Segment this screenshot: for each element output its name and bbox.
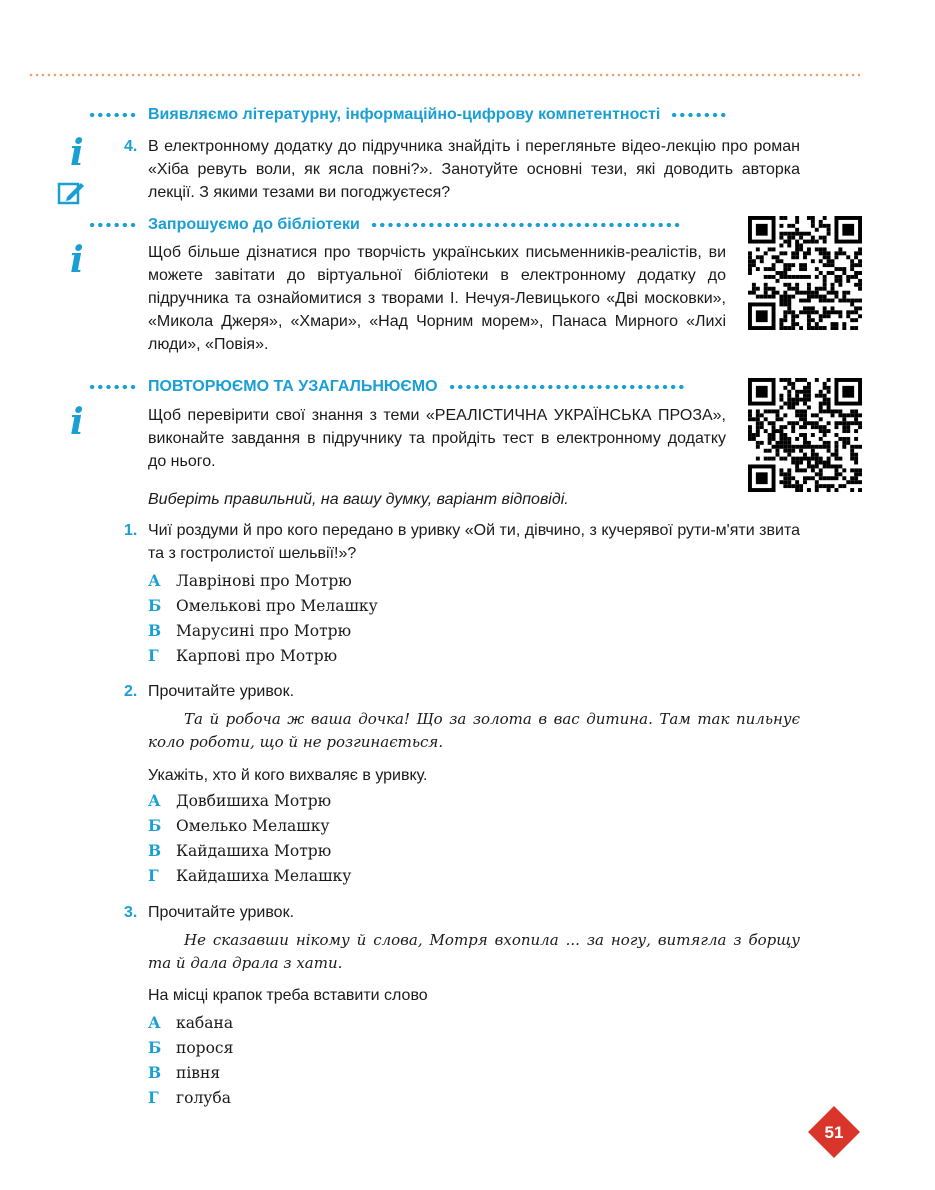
answer-option[interactable]: Г Карпові про Мотрю (148, 646, 338, 665)
heading-dots-left (88, 221, 136, 229)
question-text: Чиї роздуми й про кого передано в уривку «Ой ти, дівчино, з кучерявої рути-м'яти звита та з гостролистої шельвії!»? (148, 522, 800, 562)
task-text: В електронному додатку до підручника знайдіть і перегляньте відео-лекцію про роман «Хіба ревуть воли, як ясла повні?». Занотуйте основні тези, які доводить авторка лекції. З якими тезами ви погоджуєтеся? (148, 138, 800, 201)
info-icon: і (70, 132, 84, 174)
question-prompt: На місці крапок треба вставити слово (148, 987, 428, 1004)
answer-option[interactable]: Г Кайдашиха Мелашку (148, 866, 352, 885)
page-number-badge (806, 1104, 862, 1160)
quote-excerpt: Та й робоча ж ваша дочка! Що за золота в вас дитина. Там так пильнує коло роботи, що й не розгинається. (148, 710, 800, 751)
top-dotted-rule (28, 72, 860, 78)
answer-option[interactable]: Б Омелько Мелашку (148, 816, 330, 835)
answer-option[interactable]: Б Омелькові про Мелашку (148, 596, 378, 615)
answer-option[interactable]: А Довбишиха Мотрю (148, 791, 332, 810)
qr-code-icon[interactable] (748, 378, 862, 492)
question-number: 1. (124, 522, 138, 539)
question-number: 2. (124, 683, 138, 700)
answer-option[interactable]: В Кайдашиха Мотрю (148, 841, 332, 860)
section-heading-review (88, 378, 686, 396)
heading-dots-right (670, 111, 728, 119)
question-number: 3. (124, 904, 138, 921)
edit-task-icon (56, 178, 86, 208)
section-heading-competencies (88, 106, 728, 124)
qr-code-icon[interactable] (748, 216, 862, 330)
answer-option[interactable]: А кабана (148, 1013, 234, 1032)
info-icon: і (70, 239, 84, 281)
heading-dots-right (448, 383, 686, 391)
page-number: 51 (824, 1123, 844, 1142)
section-heading-library (88, 216, 680, 234)
answer-option[interactable]: В Марусині про Мотрю (148, 621, 352, 640)
instruction-text: Виберіть правильний, на вашу думку, варіант відповіді. (148, 491, 569, 508)
question-prompt: Укажіть, хто й кого вихваляє в уривку. (148, 767, 428, 784)
question-text: Прочитайте уривок. (148, 904, 295, 921)
heading-dots-right (370, 221, 680, 229)
section-heading-text: ПОВТОРЮЄМО ТА УЗАГАЛЬНЮЄМО (148, 378, 438, 395)
info-icon: і (70, 401, 84, 443)
heading-dots-left (88, 383, 136, 391)
task-number: 4. (124, 138, 138, 155)
quote-excerpt: Не сказавши нікому й слова, Мотря вхопила ... за ногу, витягла з борщу та й дала драла з хати. (148, 931, 800, 972)
question-text: Прочитайте уривок. (148, 683, 295, 700)
answer-option[interactable]: В півня (148, 1063, 221, 1082)
heading-dots-left (88, 111, 136, 119)
review-text: Щоб перевірити свої знання з теми «РЕАЛІСТИЧНА УКРАЇНСЬКА ПРОЗА», виконайте завдання в підручнику та пройдіть тест в електронному додатку до нього. (148, 407, 726, 470)
answer-option[interactable]: Г голуба (148, 1088, 231, 1107)
section-heading-text: Запрошуємо до бібліотеки (148, 216, 360, 233)
section-heading-text: Виявляємо літературну, інформаційно-цифрову компетентності (148, 106, 661, 123)
answer-option[interactable]: Б порося (148, 1038, 234, 1057)
library-text: Щоб більше дізнатися про творчість українських письменників-реалістів, ви можете завітати до віртуальної бібліотеки в електронному додатку до підручника та ознайомитися з творами І. Нечуя-Левицького «Дві московки», «Микола Джеря», «Хмари», «Над Чорним морем», Панаса Мирного «Лихі люди», «Повія». (148, 244, 726, 353)
answer-option[interactable]: А Лаврінові про Мотрю (148, 571, 352, 590)
